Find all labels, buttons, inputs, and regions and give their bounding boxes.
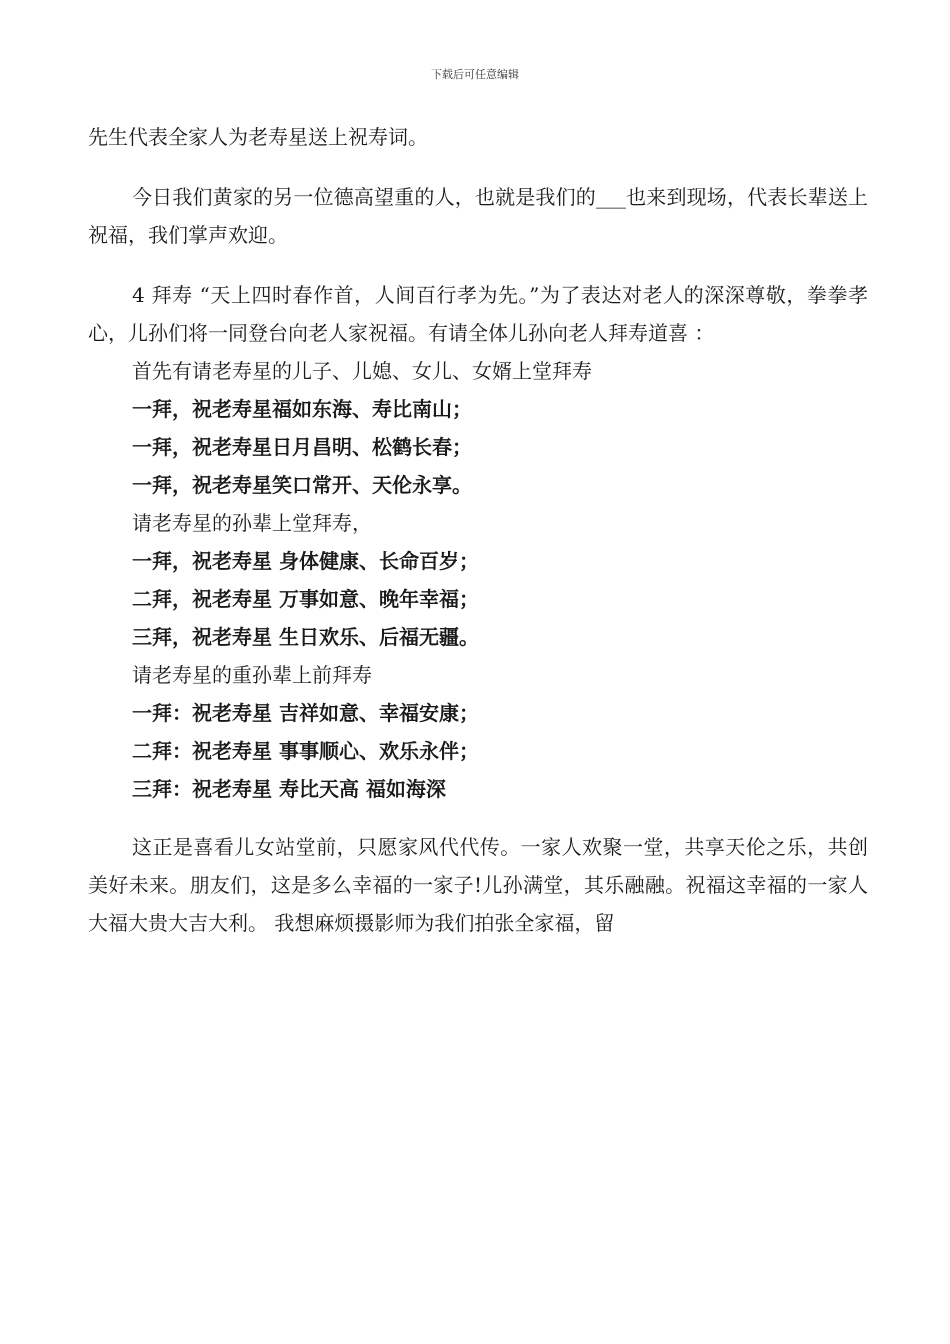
grandchildren-bow-1: 一拜，祝老寿星 身体健康、长命百岁；	[132, 549, 479, 573]
great-grandchildren-bow-3: 三拜：祝老寿星 寿比天高 福如海深	[132, 777, 446, 801]
page-header-note: 下载后可任意编辑	[431, 68, 519, 81]
paragraph-opening: 先生代表全家人为老寿星送上祝寿词。	[88, 125, 428, 149]
intro-children: 首先有请老寿星的儿子、儿媳、女儿、女婿上堂拜寿	[132, 359, 592, 383]
paragraph-closing: 这正是喜看儿女站堂前，只愿家风代代传。一家人欢聚一堂，共享天伦之乐，共创美好未来。朋友们，这是多么幸福的一家子!儿孙满堂，其乐融融。祝福这幸福的一家人大福大贵大吉大利。 我想麻烦摄影师为我们拍张全家福，留	[88, 835, 868, 935]
children-bow-3: 一拜，祝老寿星笑口常开、天伦永享。	[132, 473, 472, 497]
grandchildren-bow-2: 二拜，祝老寿星 万事如意、晚年幸福；	[132, 587, 479, 611]
paragraph-elder-welcome: 今日我们黄家的另一位德高望重的人，也就是我们的___也来到现场，代表长辈送上祝福，我们掌声欢迎。	[88, 185, 868, 247]
children-bow-1: 一拜，祝老寿星福如东海、寿比南山；	[132, 397, 472, 421]
great-grandchildren-bow-1: 一拜：祝老寿星 吉祥如意、幸福安康；	[132, 701, 479, 725]
paragraph-birthday-bow: 4 拜寿 “天上四时春作首，人间百行孝为先。”为了表达对老人的深深尊敬，拳拳孝心，儿孙们将一同登台向老人家祝福。有请全体儿孙向老人拜寿道喜 ：	[88, 283, 868, 345]
intro-great-grandchildren: 请老寿星的重孙辈上前拜寿	[132, 663, 372, 687]
children-bow-2: 一拜，祝老寿星日月昌明、松鹤长春；	[132, 435, 472, 459]
document-body	[88, 118, 868, 942]
grandchildren-bow-3: 三拜，祝老寿星 生日欢乐、后福无疆。	[132, 625, 479, 649]
great-grandchildren-bow-2: 二拜：祝老寿星 事事顺心、欢乐永伴；	[132, 739, 479, 763]
intro-grandchildren: 请老寿星的孙辈上堂拜寿，	[132, 511, 372, 535]
